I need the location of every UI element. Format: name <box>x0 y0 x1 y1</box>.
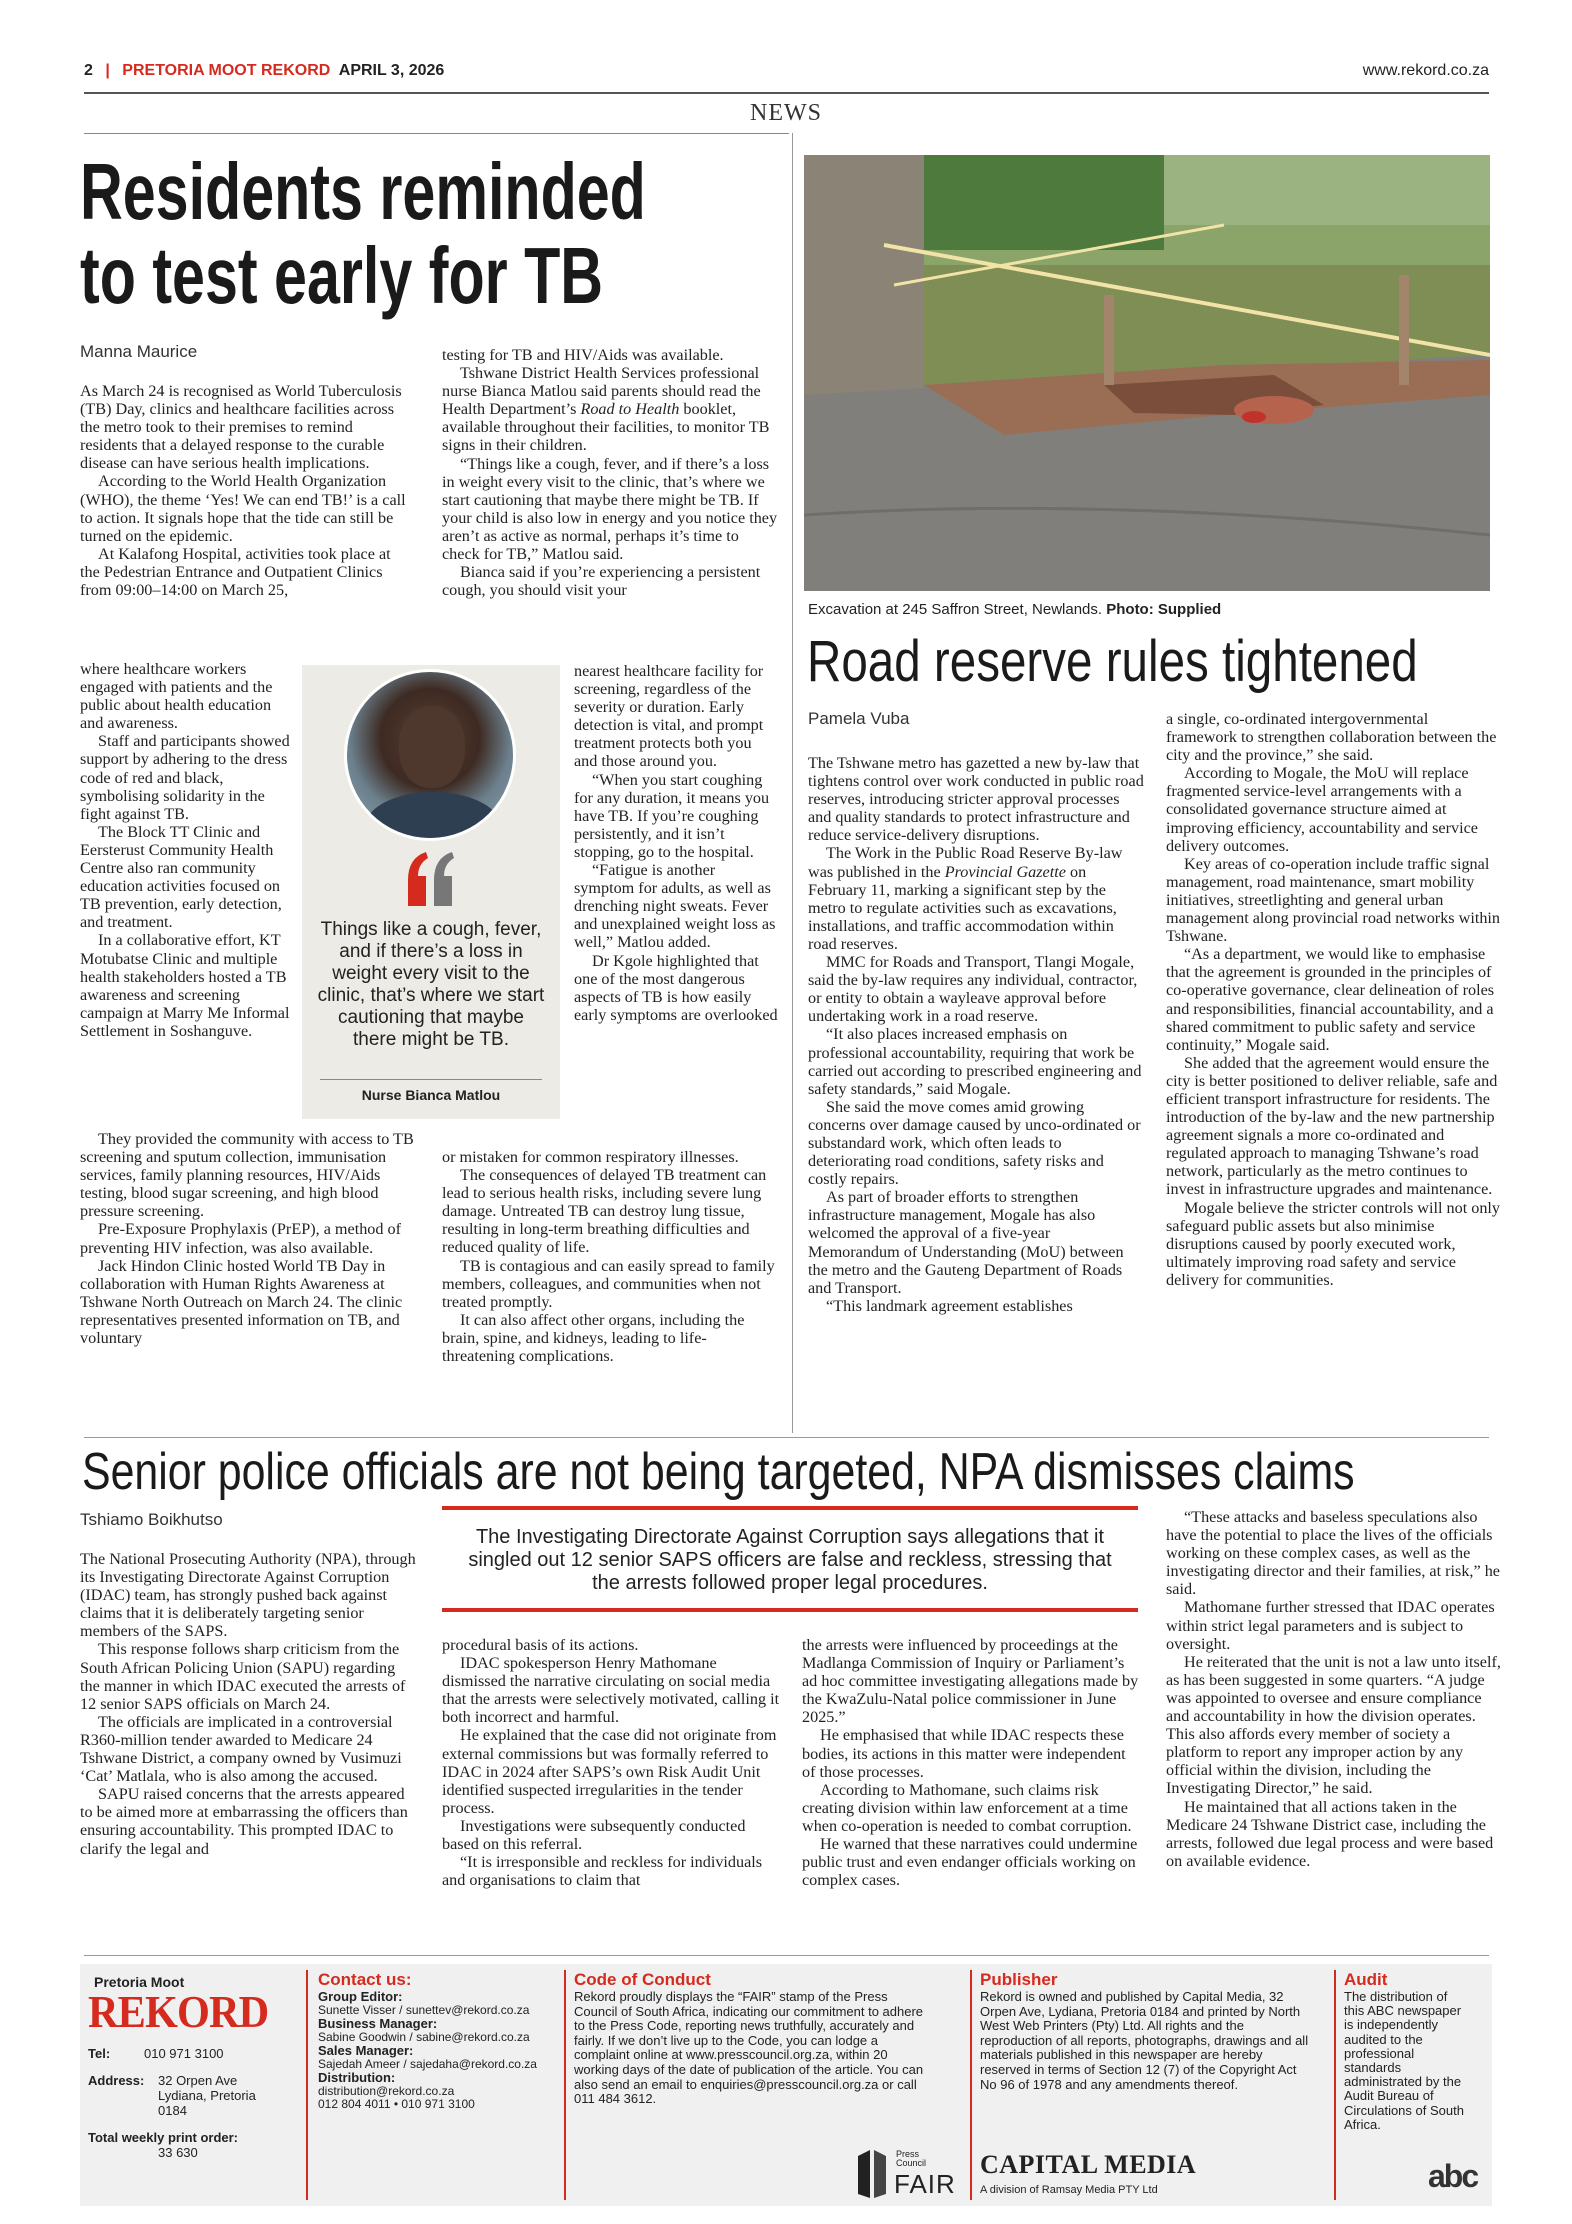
tb-paragraph: where healthcare workers engaged with patients and the public about health education and awareness. <box>80 660 273 733</box>
tb-col1-narrow <box>80 660 290 1040</box>
address-label: Address: <box>88 2073 145 2088</box>
tb-paragraph: At Kalafong Hospital, activities took place at the Pedestrian Entrance and Outpatient Clinics from 09:00–14:00 on March 25, <box>80 544 391 600</box>
publication-name: PRETORIA MOOT REKORD <box>122 62 331 79</box>
column-divider <box>792 133 793 1433</box>
footer-divider <box>1334 1970 1336 2200</box>
npa-headline <box>82 1441 1502 1505</box>
npa-paragraph: Investigations were subsequently conducted based on this referral. <box>442 1816 746 1854</box>
footer-box <box>80 1964 1492 2206</box>
tb-paragraph: TB is contagious and can easily spread to family members, colleagues, and communities when not treated promptly. <box>442 1256 775 1311</box>
tb-paragraph: It can also affect other organs, including the brain, spine, and kidneys, leading to life-threatening complications. <box>442 1310 745 1366</box>
tel-value[interactable]: 010 971 3100 <box>144 2046 224 2061</box>
npa-paragraph: He emphasised that while IDAC respects these bodies, its actions in this matter were independent of those processes. <box>802 1726 1126 1781</box>
road-paragraph: “It also places increased emphasis on professional accountability, requiring that work be carried out according to prescribed engineering and safety standards,” said Mogale. <box>808 1025 1142 1098</box>
pull-quote-attribution: Nurse Bianca Matlou <box>361 1087 501 1103</box>
npa-byline: Tshiamo Boikhutso <box>80 1510 223 1529</box>
abc-logo-icon <box>1428 2158 1488 2198</box>
page-number: 2 <box>84 62 93 79</box>
section-label: NEWS <box>750 100 822 126</box>
tb-headline-line1: Residents reminded <box>80 147 646 236</box>
website-link[interactable]: www.rekord.co.za <box>1362 62 1489 79</box>
tb-paragraph: Bianca said if you’re experiencing a persistent cough, you should visit your <box>442 563 761 600</box>
tb-paragraph: nearest healthcare facility for screening, regardless of the severity or duration. Early detection is vital, and prompt treatment protects both you and those around you. <box>574 662 764 771</box>
tb-paragraph: or mistaken for common respiratory illnesses. <box>442 1148 739 1166</box>
pull-quote-box <box>302 665 560 1119</box>
npa-paragraph: “These attacks and baseless speculations also have the potential to place the lives of the officials working on these complex cases, as well as the investigating director and their families, at risk,” he said. <box>1166 1508 1500 1599</box>
footer-divider <box>970 1970 972 2200</box>
fair-stamp-mark <box>854 2148 890 2202</box>
npa-paragraph: The officials are implicated in a controversial R360-million tender awarded to Medicare 24 Tshwane District, a company owned by Vusimuzi ‘Cat’ Matlala, who is also among the accused. <box>80 1712 402 1786</box>
section-rule <box>84 133 789 134</box>
tb-paragraph: Pre-Exposure Prophylaxis (PrEP), a method of preventing HIV infection, was also available. <box>80 1220 402 1257</box>
road-paragraph: Mogale believe the stricter controls will not only safeguard public assets but also minimise disruptions caused by poorly executed work, ultimately improving road safety and service delivery for communities. <box>1166 1198 1501 1289</box>
npa-paragraph: SAPU raised concerns that the arrests appeared to be aimed more at embarrassing the officers than ensuring accountability. This prompted IDAC to clarify the legal and <box>80 1785 408 1858</box>
pull-quote-rule <box>320 1079 542 1080</box>
road-paragraph: As part of broader efforts to strengthen infrastructure management, Mogale has also welcomed the approval of a five-year Memorandum of Understanding (MoU) between the metro and the Gauteng Department of Roads and Transport. <box>808 1188 1124 1297</box>
distribution-email[interactable]: distribution@rekord.co.za <box>318 2083 455 2098</box>
npa-col2 <box>442 1636 780 1889</box>
abc-logo-text: abc <box>1428 2158 1478 2194</box>
audit-title: Audit <box>1344 1970 1388 1989</box>
group-editor-label: Group Editor: <box>318 1989 403 2004</box>
tb-col2-narrow <box>574 662 778 1024</box>
address-line: 32 Orpen Ave <box>158 2073 238 2088</box>
npa-paragraph: IDAC spokesperson Henry Mathomane dismissed the narrative circulating on social media that the arrests were selectively motivated, calling it both incorrect and harmful. <box>442 1654 780 1727</box>
tb-paragraph <box>442 364 778 454</box>
tb-paragraph: “When you start coughing for any duration, it means you have TB. If you’re coughing persistently, and it isn’t stopping, go to the hospital. <box>574 770 770 861</box>
distribution-label: Distribution: <box>318 2070 396 2085</box>
road-paragraph: a single, co-ordinated intergovernmental framework to strengthen collaboration between the city and the province,” she said. <box>1166 710 1497 765</box>
tb-headline <box>80 147 780 320</box>
photo-face <box>399 706 465 788</box>
tb-col2-bottom <box>442 1148 778 1365</box>
audit-column <box>1344 1970 1484 2194</box>
npa-top-rule <box>84 1437 1489 1438</box>
photo-caption-text: Excavation at 245 Saffron Street, Newlands. <box>808 601 1103 618</box>
tb-paragraph: In a collaborative effort, KT Motubatse Clinic and multiple health stakeholders hosted a TB awareness and screening campaign at Marry Me Informal Settlement in Soshanguve. <box>80 931 290 1040</box>
tb-col1-bottom <box>80 1130 414 1347</box>
issue-date: APRIL 3, 2026 <box>338 62 445 79</box>
npa-paragraph: He maintained that all actions taken in the Medicare 24 Tshwane District case, including the arrests, followed due legal process and were based on available evidence. <box>1166 1797 1494 1870</box>
pull-quote-text: Things like a cough, fever, and if there’s a loss in weight every visit to the clinic, that’s where we start cautioning that maybe there might be TB. <box>317 919 545 1050</box>
logo-small: Pretoria Moot <box>94 1974 185 1990</box>
tb-paragraph: Jack Hindon Clinic hosted World TB Day in collaboration with Human Rights Awareness at Tshwane North Outreach on March 24. The clinic representatives presented information on TB, and voluntary <box>80 1256 403 1348</box>
contact-address <box>88 2073 298 2118</box>
code-text: Rekord proudly displays the “FAIR” stamp of the Press Council of South Africa, indicating our commitment to adhere to the Press Code, reporting news truthfully, accurately and fairly. If we don’t live up to the Code, you can lodge a complaint online at www.presscouncil.org.za, within 20 working days of the date of publication of the article. You can also send an email to enquiries@presscouncil.org.za or call 011 484 3612. <box>574 1989 924 2107</box>
business-manager-label: Business Manager: <box>318 2016 438 2031</box>
tb-paragraph: “Fatigue is another symptom for adults, as well as drenching night sweats. Fever and unexplained weight loss as well,” Matlou added. <box>574 861 776 952</box>
npa-col1 <box>80 1550 418 1858</box>
address-lines <box>158 2073 256 2118</box>
publisher-title: Publisher <box>980 1970 1058 1989</box>
npa-col3 <box>802 1636 1140 1889</box>
nurse-photo <box>344 669 516 841</box>
photo-credit: Photo: Supplied <box>1106 601 1222 618</box>
capital-media-sub: A division of Ramsay Media PTY Ltd <box>980 2184 1158 2196</box>
audit-text: The distribution of this ABC newspaper is independently audited to the professional standards administrated by the Audit Bureau of Circulations of South Africa. <box>1344 1989 1464 2132</box>
provincial-gazette-title: Provincial Gazette <box>944 862 1066 881</box>
tb-paragraph: Dr Kgole highlighted that one of the most dangerous aspects of TB is how easily early symptoms are overlooked <box>574 951 778 1024</box>
fair-stamp-icon <box>854 2148 954 2204</box>
tb-paragraph: They provided the community with access to TB screening and sputum collection, immunisation services, family planning resources, HIV/Aids testing, blood sugar screening, and high blood pressure screening. <box>80 1130 414 1221</box>
contact-column <box>318 1970 548 2112</box>
photo-caption <box>808 601 1221 618</box>
npa-paragraph: the arrests were influenced by proceedings at the Madlanga Commission of Inquiry or Parliament’s ad hoc committee investigating allegations made by the KwaZulu-Natal police commissioner in June 2025.” <box>802 1636 1139 1727</box>
tb-paragraph: According to the World Health Organization (WHO), the theme ‘Yes! We can end TB!’ is a call to action. It signals hope that the tide can still be turned on the epidemic. <box>80 472 406 545</box>
footer-divider <box>306 1970 308 2200</box>
print-value: 33 630 <box>158 2145 198 2160</box>
footer-divider <box>564 1970 566 2200</box>
tb-paragraph: “Things like a cough, fever, and if there’s a loss in weight every visit to the clinic, that’s where we start cautioning that maybe there might be TB. If your child is also low in energy and you notice they aren’t as active as normal, perhaps it’s time to check for TB,” Matlou said. <box>442 454 778 564</box>
npa-standfirst: The Investigating Directorate Against Corruption says allegations that it singled out 12 senior SAPS officers are false and reckless, stressing that the arrests followed proper legal procedures. <box>468 1526 1112 1594</box>
code-column <box>574 1970 956 2199</box>
tb-paragraph: The consequences of delayed TB treatment can lead to serious health risks, including severe lung damage. Untreated TB can destroy lung tissue, resulting in long-term breathing difficulties and reduced quality of life. <box>442 1166 767 1257</box>
road-paragraph-text: on February 11, marking a significant step by the metro to regulate activities such as excavations, installations, and traffic accommodation within road reserves. <box>808 862 1117 953</box>
road-paragraph: She said the move comes amid growing concerns over damage caused by unco-ordinated or substandard work, which often leads to deteriorating road conditions, safety risks and costly repairs. <box>808 1097 1141 1189</box>
npa-paragraph: “It is irresponsible and reckless for individuals and organisations to claim that <box>442 1853 763 1890</box>
tb-paragraph: As March 24 is recognised as World Tuberculosis (TB) Day, clinics and healthcare facilities across the metro took to their premises to remind residents that a delayed response to the curable disease can have serious health implications. <box>80 382 402 473</box>
tb-paragraph-text: Tshwane District Health Services professional nurse Bianca Matlou said parents should read the Health Department’s <box>442 364 761 419</box>
npa-paragraph: He reiterated that the unit is not a law unto itself, as has been suggested in some quarters. “A judge was appointed to oversee and ensure compliance and accountability in how the division operates. This also affords every member of society a platform to report any improper action by any official within the division, including the Investigating Director,” he said. <box>1166 1652 1501 1798</box>
road-paragraph-text: The Work in the Public Road Reserve By-law was published in the <box>808 844 1123 881</box>
road-headline-text: Road reserve rules tightened <box>807 629 1418 694</box>
standfirst-bottom-rule <box>442 1608 1138 1612</box>
road-byline: Pamela Vuba <box>808 709 910 728</box>
tb-byline: Manna Maurice <box>80 342 198 361</box>
road-paragraph: “This landmark agreement establishes <box>826 1296 1073 1315</box>
road-paragraph: The Tshwane metro has gazetted a new by-law that tightens control over work conducted in public road reserves, introducing stricter approval processes and quality standards to protect infrastructure and reduce service-delivery disruptions. <box>808 754 1144 845</box>
contact-tel <box>88 2046 298 2061</box>
header-separator: | <box>105 62 110 79</box>
tb-paragraph: testing for TB and HIV/Aids was available. <box>442 346 724 364</box>
npa-paragraph: He explained that the case did not originate from external commissions but was formally referred to IDAC in 2024 after SAPS’s own Risk Audit Unit identified suspected irregularities in the tender process. <box>442 1726 777 1817</box>
npa-paragraph: According to Mathomane, such claims risk creating division within law enforcement at a time when co-operation is needed to combat corruption. <box>802 1780 1132 1835</box>
fair-big: FAIR <box>894 2169 956 2199</box>
publisher-column <box>980 1970 1324 2196</box>
road-paragraph: MMC for Roads and Transport, Tlangi Mogale, said the by-law requires any individual, contractor, or entity to obtain a wayleave approval before undertaking work in a road reserve. <box>808 953 1138 1026</box>
road-col2 <box>1166 710 1502 1289</box>
address-line: 0184 <box>158 2103 187 2118</box>
tb-paragraph: Staff and participants showed support by adhering to the dress code of red and black, symbolising solidarity in the fight against TB. <box>80 732 290 823</box>
road-paragraph: Key areas of co-operation include traffic signal management, road maintenance, smart mobility initiatives, streetlighting and general urban management along provincial road networks within Tshwane. <box>1166 854 1501 946</box>
npa-paragraph: procedural basis of its actions. <box>442 1636 639 1654</box>
road-headline <box>807 628 1497 698</box>
sales-manager-label: Sales Manager: <box>318 2043 414 2058</box>
npa-paragraph: Mathomane further stressed that IDAC operates within strict legal parameters and is subject to oversight. <box>1166 1598 1495 1653</box>
contact-title: Contact us: <box>318 1970 412 1989</box>
business-manager-value[interactable]: Sabine Goodwin / sabine@rekord.co.za <box>318 2029 530 2044</box>
road-to-health-title: Road to Health <box>580 400 680 419</box>
tb-paragraph: The Block TT Clinic and Eersterust Community Health Centre also ran community education activities focused on TB prevention, early detection, and treatment. <box>80 822 282 932</box>
tel-label: Tel: <box>88 2046 111 2061</box>
road-col1 <box>808 754 1144 1315</box>
fair-small-1: Press <box>896 2149 920 2159</box>
road-photo-illustration <box>804 155 1490 591</box>
tb-col2-top <box>442 346 778 599</box>
npa-paragraph: He warned that these narratives could undermine public trust and even endanger officials working on complex cases. <box>802 1835 1138 1890</box>
header-rule <box>84 92 1489 94</box>
photo-shoulders <box>365 792 501 841</box>
tb-headline-line2: to test early for TB <box>80 231 604 320</box>
logo-big: REKORD <box>88 1986 269 2037</box>
distribution-phone: 012 804 4011 • 010 971 3100 <box>318 2097 475 2111</box>
page-header <box>84 62 1489 86</box>
quote-icon <box>404 850 458 910</box>
footer-logo-column <box>88 1974 298 2200</box>
road-photo <box>804 155 1490 591</box>
road-paragraph: She added that the agreement would ensure the city is better positioned to deliver reliable, safe and efficient transport infrastructure for residents. The introduction of the by-law and the new partnership agreement signals a more co-ordinated and regulated approach to managing Tshwane’s road network, particularly as the metro continues to invest in infrastructure upgrades and maintenance. <box>1166 1053 1498 1199</box>
code-title: Code of Conduct <box>574 1970 711 1989</box>
group-editor-value[interactable]: Sunette Visser / sunettev@rekord.co.za <box>318 2002 530 2017</box>
road-paragraph: According to Mogale, the MoU will replace fragmented service-level arrangements with a consolidated governance structure aimed at improving efficiency, accountability and service delivery outcomes. <box>1166 764 1478 855</box>
tb-paragraph-text: booklet, available throughout their facilities, to monitor TB signs in their children. <box>442 400 770 455</box>
road-paragraph <box>808 844 1144 953</box>
capital-media-logo: CAPITAL MEDIA <box>980 2150 1197 2179</box>
print-order <box>88 2130 298 2160</box>
contact-list <box>318 1990 548 2112</box>
npa-headline-text: Senior police officials are not being targeted, NPA dismisses claims <box>82 1443 1355 1501</box>
sales-manager-value[interactable]: Sajedah Ameer / sajedaha@rekord.co.za <box>318 2056 537 2071</box>
npa-paragraph: This response follows sharp criticism from the South African Policing Union (SAPU) regarding the manner in which IDAC executed the arrests of 12 senior SAPS officials on March 24. <box>80 1640 406 1713</box>
road-paragraph: “As a department, we would like to emphasise that the agreement is grounded in the principles of co-operative governance, clear delineation of roles and responsibilities, financial accountability, and a shared commitment to public safety and service continuity,” Mogale said. <box>1166 945 1495 1054</box>
npa-paragraph: The National Prosecuting Authority (NPA), through its Investigating Directorate Against Corruption (IDAC) team, has strongly pushed back against claims that it is deliberately targeting senior members of the SAPS. <box>80 1550 416 1641</box>
print-label: Total weekly print order: <box>88 2130 239 2145</box>
npa-col4 <box>1166 1508 1502 1870</box>
tb-col1-top <box>80 382 410 599</box>
publisher-text: Rekord is owned and published by Capital Media, 32 Orpen Ave, Lydiana, Pretoria 0184 and printed by North West Web Printers (Pty) Ltd. All rights and the reproduction of all reports, photographs, drawings and all materials published in this newspaper are hereby reserved in terms of Section 12 (7) of the Copyright Act No 96 of 1978 and any amendments thereof. <box>980 1989 1309 2092</box>
standfirst-top-rule <box>442 1506 1138 1510</box>
fair-small-2: Council <box>896 2158 927 2168</box>
footer-top-rule <box>84 1955 1489 1956</box>
address-line: Lydiana, Pretoria <box>158 2088 256 2103</box>
